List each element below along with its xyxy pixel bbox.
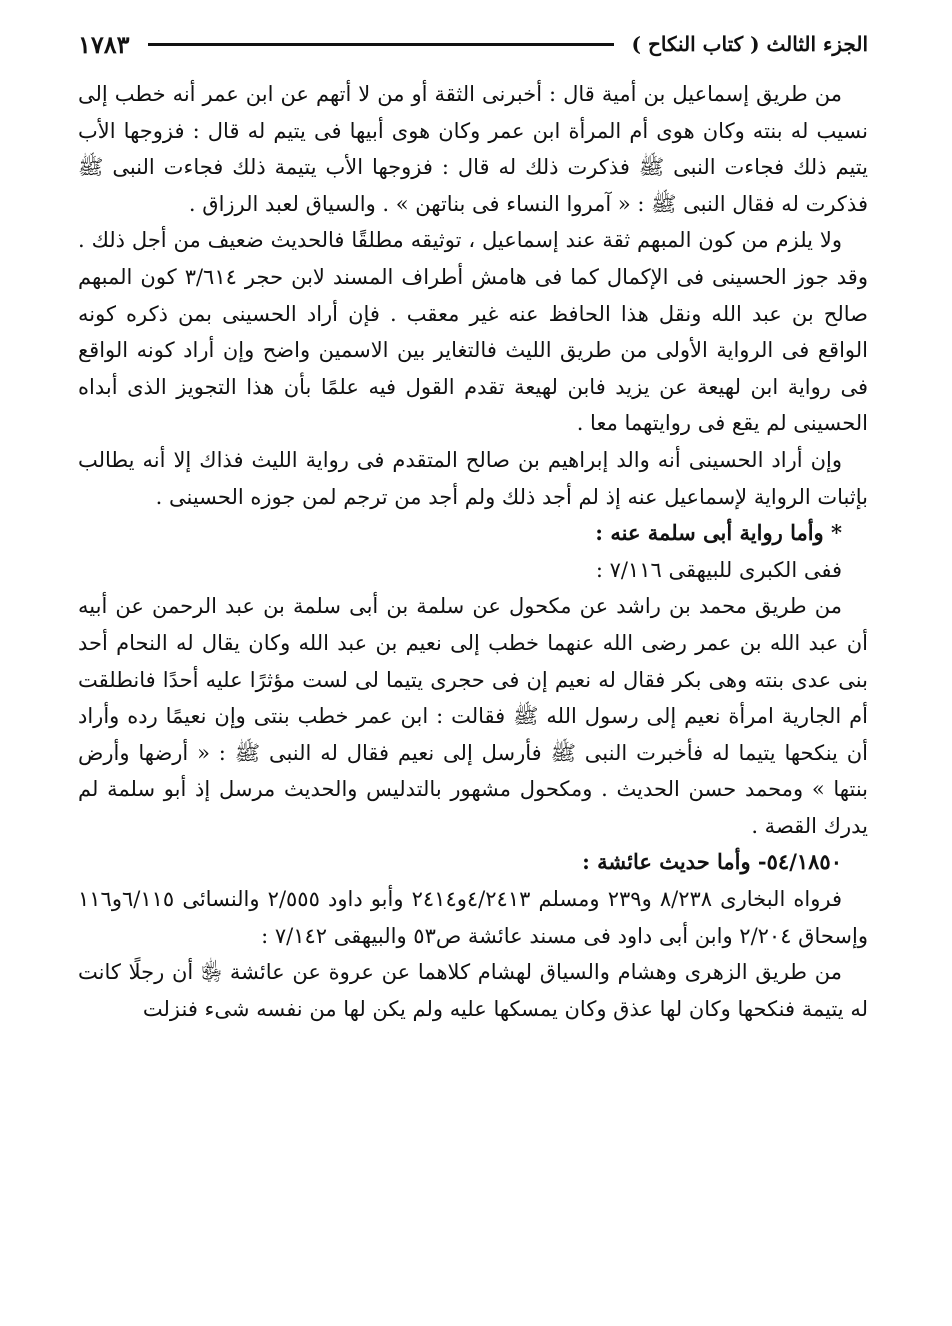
paragraph: من طريق إسماعيل بن أمية قال : أخبرنى الثقة أو من لا أتهم عن ابن عمر أنه خطب إلى نسيب له بنته وكان هوى أم المرأة ابن عمر وكان هوى أبيها فى يتيم له قال : فزوجها الأب يتيم ذلك فجاءت النبى ﷺ فذكرت ذلك له قال : فزوجها الأب يتيمة ذلك فجاءت النبى ﷺ فذكرت له فقال النبى ﷺ : « آمروا النساء فى بناتهن » . والسياق لعبد الرزاق . bbox=[78, 82, 868, 216]
paragraph: من طريق محمد بن راشد عن مكحول عن سلمة بن أبى سلمة بن عبد الرحمن عن أبيه أن عبد الله بن عمر رضى الله عنهما خطب إلى نعيم بن عبد الله وكان يقال له النحام أحد بنى عدى بنته وهى بكر فقال له نعيم إن فى حجرى يتيما لى لست مؤثرًا عليه أحدًا فانطلقت أم الجارية امرأة نعيم إلى رسول الله ﷺ فقالت : ابن عمر خطب بنتى وإن نعيمًا رده وأراد أن ينكحها يتيما له فأخبرت النبى ﷺ فأرسل إلى نعيم فقال له النبى ﷺ : « أرضها وأرض بنتها » ومحمد حسن الحديث . ومكحول مشهور بالتدليس والحديث مرسل إذ أبو سلمة لم يدرك القصة . bbox=[78, 594, 868, 838]
running-title: الجزء الثالث ( كتاب النكاح ) bbox=[631, 32, 868, 56]
page-number: ١٧٨٣ bbox=[78, 29, 130, 59]
paragraph: وإن أراد الحسينى أنه والد إبراهيم بن صالح المتقدم فى رواية الليث فذاك إلا أنه يطالب بإثبات الرواية لإسماعيل عنه إذ لم أجد ذلك ولم أجد من ترجم لمن جوزه الحسينى . bbox=[78, 447, 868, 509]
body-text bbox=[78, 76, 868, 1027]
document-page bbox=[78, 22, 868, 1027]
section-heading: * وأما رواية أبى سلمة عنه : bbox=[595, 520, 842, 546]
paragraph: فرواه البخارى ٨/٢٣٨ و٢٣٩ ومسلم ٤/٢٤١٣و٢٤١٤ وأبو داود ٢/٥٥٥ والنسائى ٦/١١٥و١١٦ وإسحاق ٢/٢٠٤ وابن أبى داود فى مسند عائشة ص٥٣ والبيهقى ٧/١٤٢ : bbox=[78, 887, 868, 948]
section-heading: ٥٤/١٨٥٠- وأما حديث عائشة : bbox=[582, 849, 842, 875]
page-header bbox=[78, 22, 868, 66]
source-reference: ففى الكبرى للبيهقى ٧/١١٦ : bbox=[595, 557, 842, 582]
paragraph: من طريق الزهرى وهشام والسياق لهشام كلاهما عن عروة عن عائشة ﵂ أن رجلًا كانت له يتيمة فنكحها وكان لها عذق وكان يمسكها عليه ولم يكن لها من نفسه شىء فنزلت bbox=[78, 960, 868, 1021]
paragraph: ولا يلزم من كون المبهم ثقة عند إسماعيل ، توثيقه مطلقًا فالحديث ضعيف من أجل ذلك . وقد جوز الحسينى فى الإكمال كما فى هامش أطراف المسند لابن حجر ٣/٦١٤ كون المبهم صالح بن عبد الله ونقل هذا الحافظ عنه غير معقب . فإن أراد الحسينى بمن ذكره كونه الواقع فى الرواية الأولى من طريق الليث فالتغاير بين الاسمين واضح وإن أراد كونه الواقع فى رواية ابن لهيعة عن يزيد فابن لهيعة تقدم القول فيه علمًا بأن هذا التجويز الذى أبداه الحسينى لم يقع فى روايتهما معا . bbox=[78, 228, 868, 436]
header-rule bbox=[148, 43, 614, 46]
